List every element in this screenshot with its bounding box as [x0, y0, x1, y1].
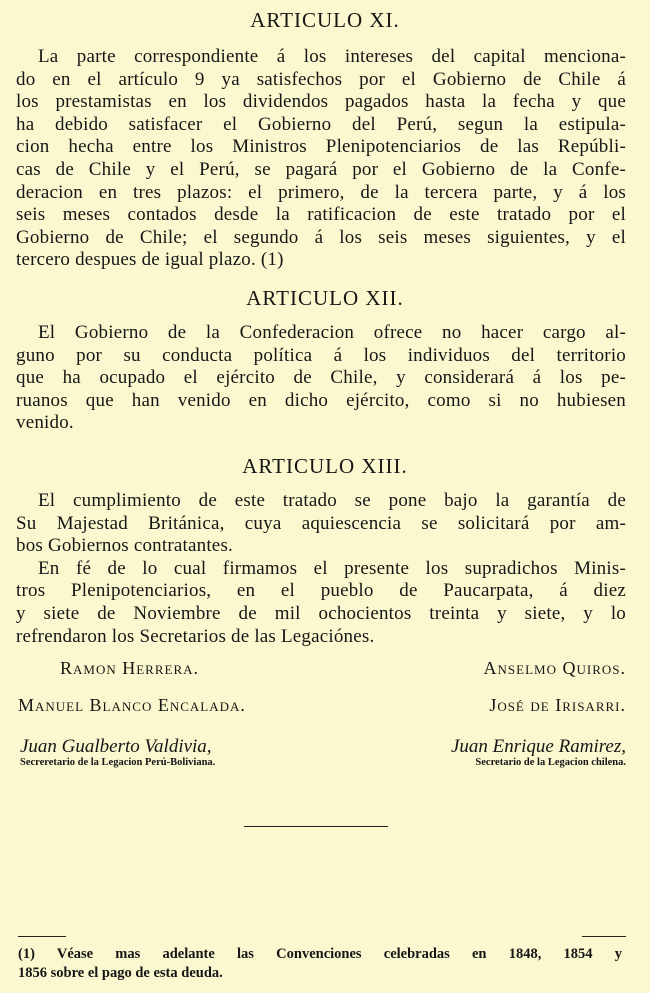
article-13-heading: ARTICULO XIII. — [242, 454, 408, 478]
text-line: Gobierno de Chile; el segundo á los seis meses siguientes, y el — [16, 226, 626, 248]
signature-manuel-blanco-encalada: Manuel Blanco Encalada. — [18, 695, 246, 715]
footnote-rule-left — [18, 936, 66, 937]
signature-ramon-herrera: Ramon Herrera. — [60, 658, 200, 678]
signature-juan-enrique-ramirez: Juan Enrique Ramirez, — [450, 736, 626, 757]
secretary-title-chile: Secretario de la Legacion chilena. — [475, 757, 626, 768]
text-line: y siete de Noviembre de mil ochocientos treinta y siete, y lo — [16, 602, 626, 624]
article-12-heading: ARTICULO XII. — [246, 286, 404, 310]
text-line: El Gobierno de la Confederacion ofrece no hacer cargo al- — [38, 322, 626, 343]
secretary-title-peru-bolivia: Secreretario de la Legacion Perú-Boliviana. — [20, 757, 216, 768]
text-line: guno por su conducta política á los individuos del territorio — [16, 344, 626, 366]
signature-juan-gualberto-valdivia: Juan Gualberto Valdivia, — [20, 736, 212, 757]
signature-jose-de-irisarri: José de Irisarri. — [489, 695, 626, 715]
text-line: ruanos que han venido en dicho ejército, como si no hubiesen — [16, 389, 626, 411]
text-line: cas de Chile y el Perú, se pagará por el Gobierno de la Confe- — [16, 158, 626, 180]
footnote — [18, 945, 622, 983]
text-line: seis meses contados desde la ratificacion de este tratado por el — [16, 204, 626, 226]
text-line: Su Majestad Británica, cuya aquiescencia se solicitará por am- — [16, 512, 626, 534]
text-line: En fé de lo cual firmamos el presente los supradichos Minis- — [38, 557, 626, 579]
article-13-body — [16, 490, 626, 648]
text-line: los prestamistas en los dividendos pagados hasta la fecha y que — [16, 91, 626, 113]
footnote-line: 1856 sobre el pago de esta deuda. — [18, 965, 223, 981]
text-line: bos Gobiernos contratantes. — [16, 535, 233, 557]
text-line: La parte correspondiente á los intereses del capital menciona- — [38, 46, 626, 67]
text-line: que ha ocupado el ejército de Chile, y considerará á los pe- — [16, 367, 626, 389]
text-line: venido. — [16, 412, 74, 434]
text-line: deracion en tres plazos: el primero, de la tercera parte, y á los — [16, 181, 626, 203]
footnote-rule-right — [582, 936, 626, 937]
article-11-body — [16, 46, 626, 272]
text-line: tros Plenipotenciarios, en el pueblo de Paucarpata, á diez — [16, 580, 626, 602]
text-line: El cumplimiento de este tratado se pone bajo la garantía de — [38, 490, 626, 511]
signature-anselmo-quiros: Anselmo Quiros. — [483, 658, 626, 678]
section-divider — [244, 826, 388, 827]
footnote-line: (1) Véase mas adelante las Convenciones celebradas en 1848, 1854 y — [18, 946, 622, 962]
article-12-body — [16, 322, 626, 435]
text-line: tercero despues de igual plazo. (1) — [16, 249, 284, 271]
article-11-heading: ARTICULO XI. — [250, 8, 400, 32]
text-line: do en el artículo 9 ya satisfechos por el Gobierno de Chile á — [16, 68, 626, 90]
text-line: refrendaron los Secretarios de las Legaciónes. — [16, 625, 375, 647]
text-line: cion hecha entre los Ministros Plenipotenciarios de las Repúbli- — [16, 136, 626, 158]
text-line: ha debido satisfacer el Gobierno del Perú, segun la estipula- — [16, 113, 626, 135]
